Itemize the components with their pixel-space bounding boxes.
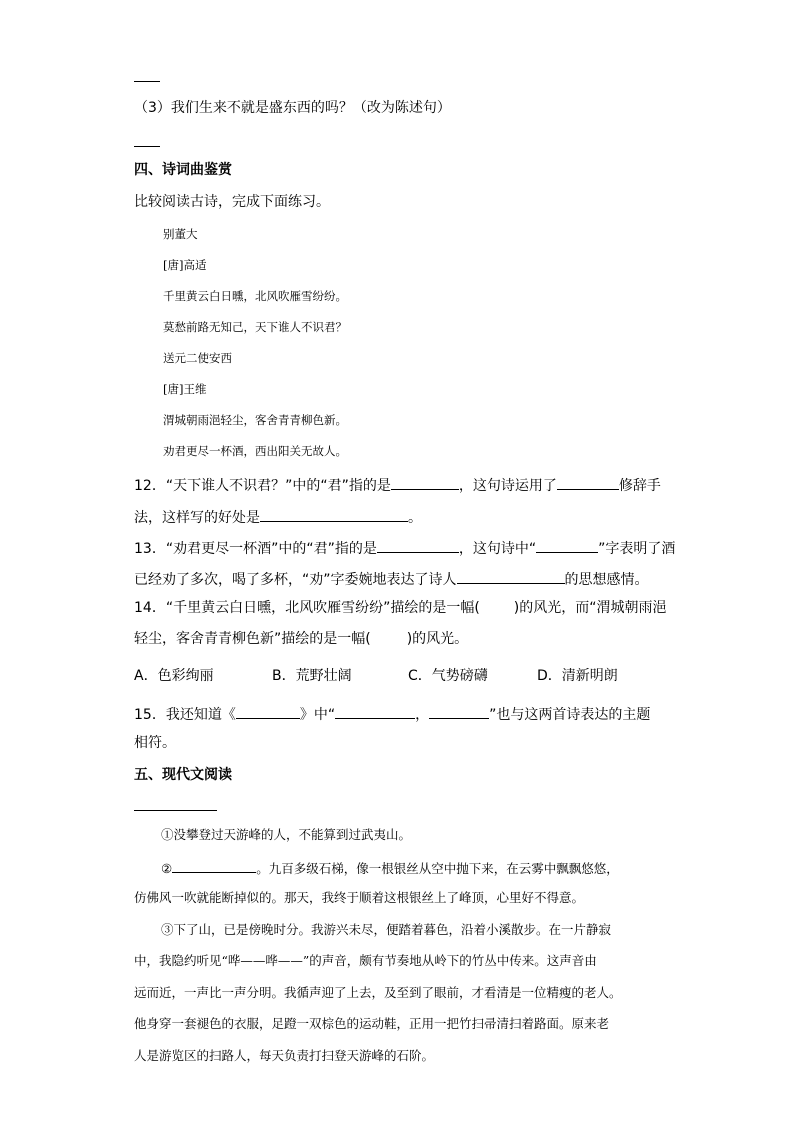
question-13-line-2: 已经劝了多次，喝了多杯，“劝”字委婉地表达了诗人 的思想感情。 [134,568,649,589]
question-13-line-1: 13．“劝君更尽一杯酒”中的“君”指的是 ，这句诗中“ ”字表明了酒 [134,537,675,558]
passage-para-1: ①没攀登过天游峰的人，不能算到过武夷山。 [161,827,412,842]
option-c[interactable]: C．气势磅礴 [408,668,488,684]
poem-1-title: 别董大 [163,227,198,241]
passage-para-2-line-2: 仿佛风一吹就能断掉似的。那天，我终于顺着这根银丝上了峰顶，心里好不得意。 [134,890,585,905]
q13-blank-3[interactable] [457,568,565,584]
question-3-text: （3）我们生来不就是盛东西的吗？（改为陈述句） [134,100,451,116]
option-d[interactable]: D．清新明朗 [537,668,618,684]
section-5-heading: 五、现代文阅读 [134,767,232,783]
question-12-line-1: 12．“天下谁人不识君？”中的“君”指的是 ，这句诗运用了 修辞手 [134,474,661,495]
q15-blank-3[interactable] [429,703,489,719]
q15-blank-1[interactable] [236,703,300,719]
poem-2-line-2: 劝君更尽一杯酒，西出阳关无故人。 [163,444,347,458]
q13-blank-1[interactable] [377,537,459,553]
q13-blank-2[interactable] [536,537,598,553]
answer-line-top [134,81,160,82]
section-5-answer-line [134,810,217,811]
question-15-line-2: 相符。 [134,735,176,751]
poem-2-line-1: 渭城朝雨浥轻尘，客舍青青柳色新。 [163,413,347,427]
section-4-heading: 四、诗词曲鉴赏 [134,162,232,178]
passage-para-3-line-4: 他身穿一套褪色的衣服，足蹬一双棕色的运动鞋，正用一把竹扫帚清扫着路面。原来老 [134,1016,610,1031]
passage-para-3-line-3: 远而近，一声比一声分明。我循声迎了上去，及至到了眼前，才看清是一位精瘦的老人。 [134,985,622,1000]
passage-para-2-line-1: ② 。九百多级石梯，像一根银丝从空中抛下来，在云雾中飘飘悠悠， [161,858,619,878]
poem-1-line-1: 千里黄云白日曛，北风吹雁雪纷纷。 [163,289,347,303]
option-b[interactable]: B．荒野壮阔 [272,668,352,684]
q12-blank-3[interactable] [260,506,408,522]
option-a[interactable]: A．色彩绚丽 [134,668,214,684]
q12-blank-2[interactable] [557,474,619,490]
poem-1-line-2: 莫愁前路无知己，天下谁人不识君？ [163,320,347,334]
answer-line-q3 [134,146,160,147]
poem-2-title: 送元二使安西 [163,351,232,365]
q12-blank-1[interactable] [391,474,459,490]
poem-1-author: [唐]高适 [163,258,207,272]
question-12-line-2: 法，这样写的好处是 。 [134,506,422,527]
question-14-line-1: 14．“千里黄云白日曛，北风吹雁雪纷纷”描绘的是一幅( )的风光，而“渭城朝雨浥 [134,600,667,616]
passage-blank[interactable] [172,858,256,873]
passage-para-3-line-1: ③下了山，已是傍晚时分。我游兴未尽，便踏着暮色，沿着小溪散步。在一片静寂 [161,922,612,937]
question-14-line-2: 轻尘，客舍青青柳色新”描绘的是一幅( )的风光。 [134,631,469,647]
q15-blank-2[interactable] [335,703,415,719]
passage-para-3-line-2: 中，我隐约听见“哗——哗——”的声音，颇有节奏地从岭下的竹丛中传来。这声音由 [134,953,597,968]
passage-para-3-line-5: 人是游览区的扫路人，每天负责打扫登天游峰的石阶。 [134,1048,435,1063]
section-4-intro: 比较阅读古诗，完成下面练习。 [134,194,330,210]
poem-2-author: [唐]王维 [163,382,207,396]
question-15-line-1: 15．我还知道《 》中“ ， ”也与这两首诗表达的主题 [134,703,650,724]
